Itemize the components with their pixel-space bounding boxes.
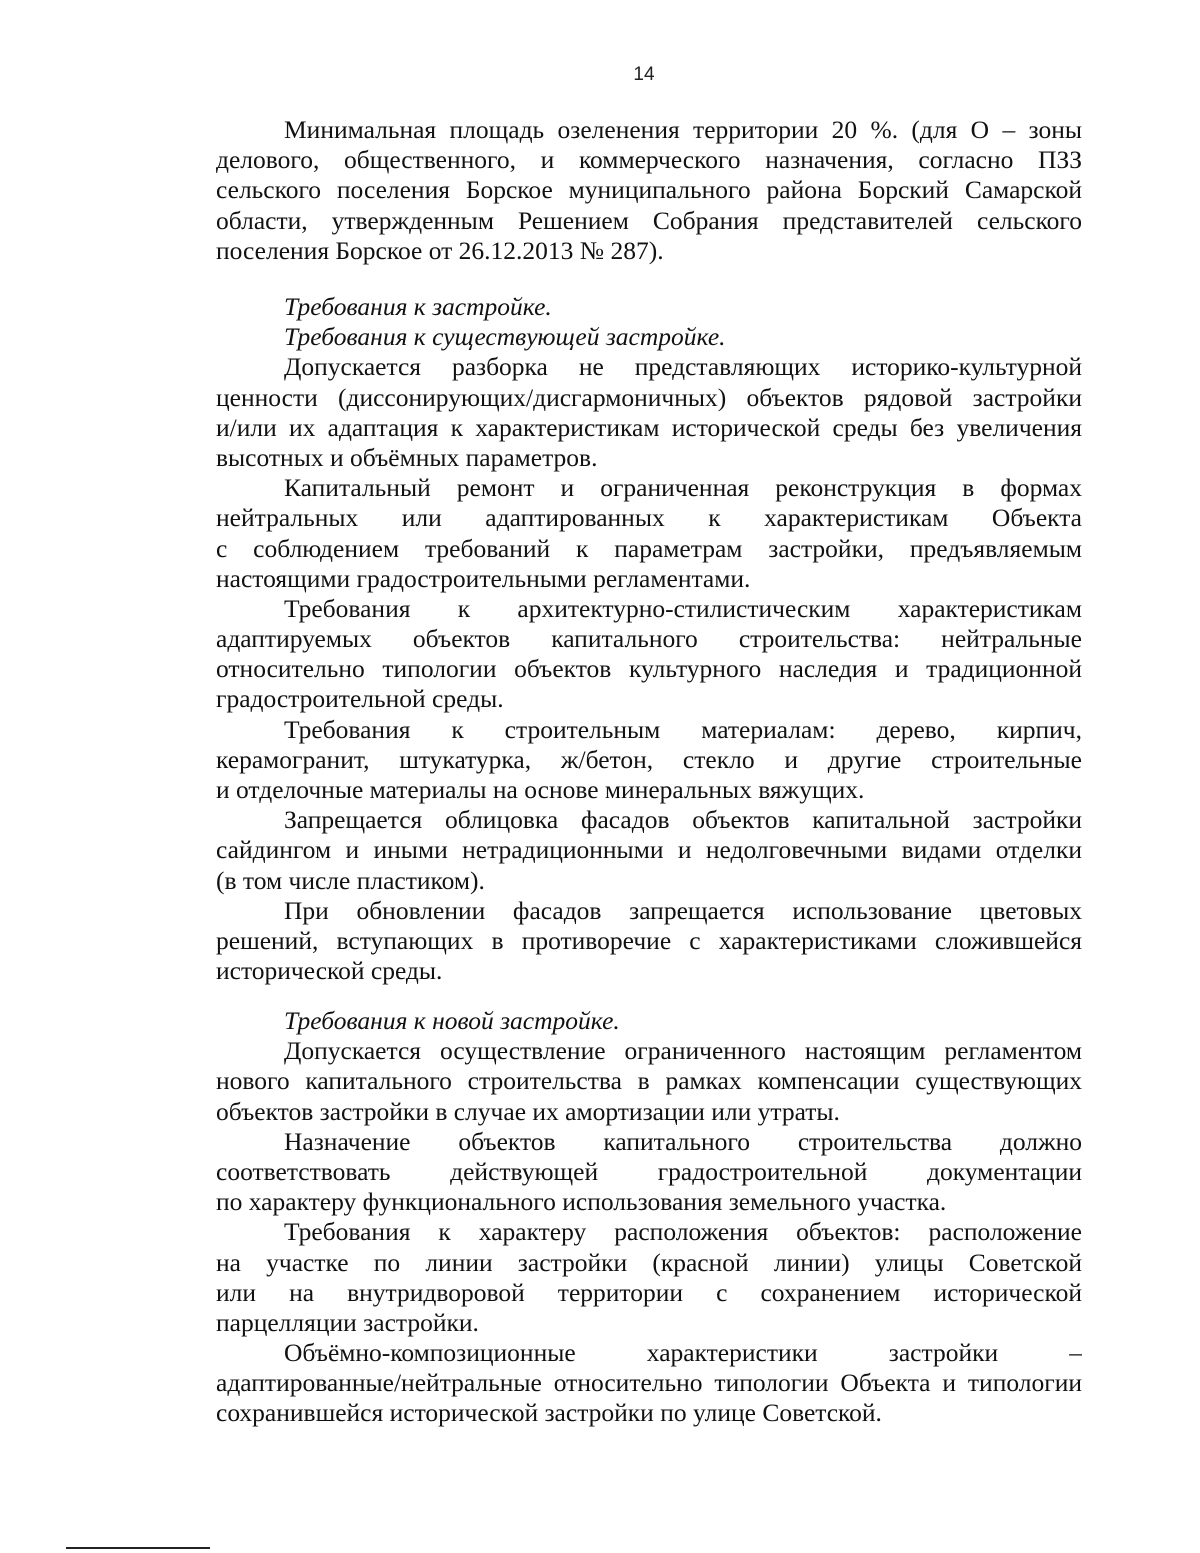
section-heading: Требования к новой застройке. [284, 1006, 620, 1035]
text-line: делового, общественного, и коммерческого назначения, согласно ПЗЗ [216, 145, 1082, 175]
text-line: и/или их адаптация к характеристикам исторической среды без увеличения [216, 412, 1082, 442]
subsection-heading: Требования к существующей застройке. [284, 322, 726, 352]
text-line: Минимальная площадь озеленения территории 20 %. (для О – зоны [284, 115, 1082, 144]
text-line: высотных и объёмных параметров. [216, 442, 598, 472]
text-line: Назначение объектов капитального строительства должно [284, 1126, 1082, 1156]
paragraph-landscaping [216, 115, 1082, 266]
text-line: Объёмно-композиционные характеристики застройки – [284, 1338, 1082, 1368]
page-number: 14 [633, 64, 655, 85]
text-line: соответствовать действующей градостроительной документации [216, 1156, 1082, 1186]
text-line: Требования к архитектурно-стилистическим характеристикам [284, 593, 1082, 623]
text-line: Требования к характеру расположения объектов: расположение [284, 1217, 1082, 1247]
footnote-separator-rule [66, 1547, 210, 1549]
text-line: Капитальный ремонт и ограниченная реконструкция в формах [284, 473, 1082, 503]
text-line: адаптированные/нейтральные относительно типологии Объекта и типологии [216, 1368, 1082, 1398]
text-line: с соблюдением требований к параметрам застройки, предъявляемым [216, 533, 1082, 563]
text-line: и отделочные материалы на основе минеральных вяжущих. [216, 775, 865, 804]
text-line: решений, вступающих в противоречие с характеристиками сложившейся [216, 925, 1082, 955]
text-line: Допускается разборка не представляющих историко-культурной [284, 352, 1082, 382]
text-line: Требования к строительным материалам: дерево, кирпич, [284, 714, 1082, 744]
text-line: поселения Борское от 26.12.2013 № 287). [216, 235, 664, 265]
section-heading: Требования к застройке. [284, 292, 552, 321]
text-line: области, утвержденным Решением Собрания представителей сельского [216, 205, 1082, 235]
text-line: исторической среды. [216, 956, 443, 986]
section-new-development [216, 1006, 1082, 1429]
text-line: сельского поселения Борское муниципального района Борский Самарской [216, 175, 1082, 205]
text-line: или на внутридворовой территории с сохранением исторической [216, 1277, 1082, 1307]
text-line: сайдингом и иными нетрадиционными и недолговечными видами отделки [216, 835, 1082, 865]
text-line: (в том числе пластиком). [216, 865, 485, 895]
text-line: настоящими градостроительными регламентами. [216, 563, 751, 593]
text-line: керамогранит, штукатурка, ж/бетон, стекло и другие строительные [216, 744, 1082, 774]
text-line: Допускается осуществление ограниченного настоящим регламентом [284, 1036, 1082, 1066]
text-line: относительно типологии объектов культурного наследия и традиционной [216, 654, 1082, 684]
text-line: При обновлении фасадов запрещается использование цветовых [284, 895, 1082, 925]
text-line: ценности (диссонирующих/дисгармоничных) объектов рядовой застройки [216, 382, 1082, 412]
text-line: объектов застройки в случае их амортизации или утраты. [216, 1096, 840, 1126]
text-line: по характеру функционального использования земельного участка. [216, 1187, 947, 1217]
text-line: нейтральных или адаптированных к характеристикам Объекта [216, 503, 1082, 533]
text-line: нового капитального строительства в рамках компенсации существующих [216, 1066, 1082, 1096]
text-line: адаптируемых объектов капитального строительства: нейтральные [216, 624, 1082, 654]
section-existing-development [216, 292, 1082, 986]
text-line: парцелляции застройки. [216, 1307, 479, 1337]
text-line: сохранившейся исторической застройки по улице Советской. [216, 1398, 882, 1428]
text-line: градостроительной среды. [216, 684, 504, 714]
text-line: на участке по линии застройки (красной линии) улицы Советской [216, 1247, 1082, 1277]
text-line: Запрещается облицовка фасадов объектов капитальной застройки [284, 805, 1082, 835]
